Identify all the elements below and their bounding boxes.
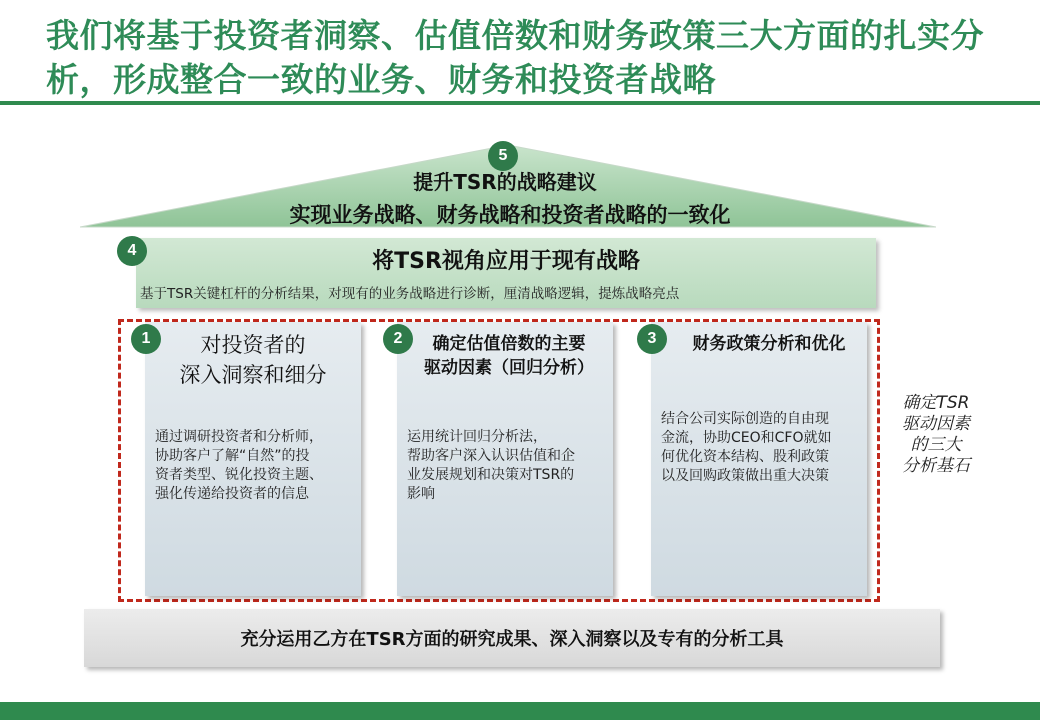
pillar-card-1-title: [155, 330, 351, 390]
side-note-line-1: 确定TSR: [902, 393, 970, 413]
pillar-card-3-title-line-1: 财务政策分析和优化: [692, 334, 846, 354]
pillar-card-3-title: [671, 332, 867, 356]
pillar-card-1-title-line-1: 对投资者的: [200, 333, 306, 357]
page-title-line-1: 我们将基于投资者洞察、估值倍数和财务政策三大方面的扎实分: [46, 16, 984, 55]
page-title: [46, 14, 1026, 102]
title-divider: [0, 101, 1040, 105]
pillar-card-3-desc-line-4: 以及回购政策做出重大决策: [661, 468, 829, 484]
pillar-card-1-desc-line-3: 资者类型、锐化投资主题、: [155, 467, 323, 483]
page-title-line-2: 析，形成整合一致的业务、财务和投资者战略: [46, 60, 716, 99]
pillar-card-3-desc-line-1: 结合公司实际创造的自由现: [661, 411, 829, 427]
pillar-card-1-title-line-2: 深入洞察和细分: [179, 363, 327, 387]
pillar-card-2-title: [411, 332, 607, 380]
pillar-card-1: [145, 322, 361, 596]
foundation-text: 充分运用乙方在TSR方面的研究成果、深入洞察以及专有的分析工具: [240, 629, 784, 650]
side-note-line-4: 分析基石: [902, 456, 970, 476]
strategy-band-title: 将TSR视角应用于现有战略: [372, 249, 640, 274]
pillar-card-2-description: [407, 428, 607, 504]
pillar-card-2-desc-line-3: 业发展规划和决策对TSR的: [407, 467, 575, 483]
pillar-card-2-title-line-2: 驱动因素（回归分析）: [424, 358, 594, 378]
strategy-band: [136, 238, 876, 308]
roof-subtitle: 实现业务战略、财务战略和投资者战略的一致化: [289, 203, 731, 227]
step-2-badge: 2: [383, 324, 413, 354]
step-1-badge: 1: [131, 324, 161, 354]
step-4-badge: 4: [117, 236, 147, 266]
pillar-card-3-desc-line-3: 何优化资本结构、股利政策: [661, 449, 829, 465]
pillar-card-1-desc-line-4: 强化传递给投资者的信息: [155, 486, 309, 502]
pillar-card-2: [397, 322, 613, 596]
step-5-badge: 5: [488, 141, 518, 171]
step-3-badge: 3: [637, 324, 667, 354]
pillar-card-2-desc-line-2: 帮助客户深入认识估值和企: [407, 448, 575, 464]
pillar-card-2-desc-line-1: 运用统计回归分析法，: [407, 429, 547, 445]
pillar-card-1-desc-line-2: 协助客户了解“自然”的投: [155, 448, 310, 464]
side-note-line-2: 驱动因素: [902, 414, 970, 434]
side-note-line-3: 的三大: [910, 435, 962, 455]
side-note: [893, 393, 979, 477]
roof-title: 提升TSR的战略建议: [413, 170, 597, 194]
pillar-card-1-desc-line-1: 通过调研投资者和分析师，: [155, 429, 323, 445]
pillar-card-3-description: [661, 410, 861, 486]
pillar-card-3: [651, 322, 867, 596]
footer-bar: [0, 702, 1040, 720]
pillar-card-1-description: [155, 428, 355, 504]
foundation-bar: [84, 609, 940, 667]
pillar-card-2-desc-line-4: 影响: [407, 486, 435, 502]
pillar-card-3-desc-line-2: 金流，协助CEO和CFO就如: [661, 430, 832, 446]
strategy-band-description: 基于TSR关键杠杆的分析结果，对现有的业务战略进行诊断，厘清战略逻辑，提炼战略亮点: [140, 286, 680, 302]
pillar-card-2-title-line-1: 确定估值倍数的主要: [432, 334, 586, 354]
